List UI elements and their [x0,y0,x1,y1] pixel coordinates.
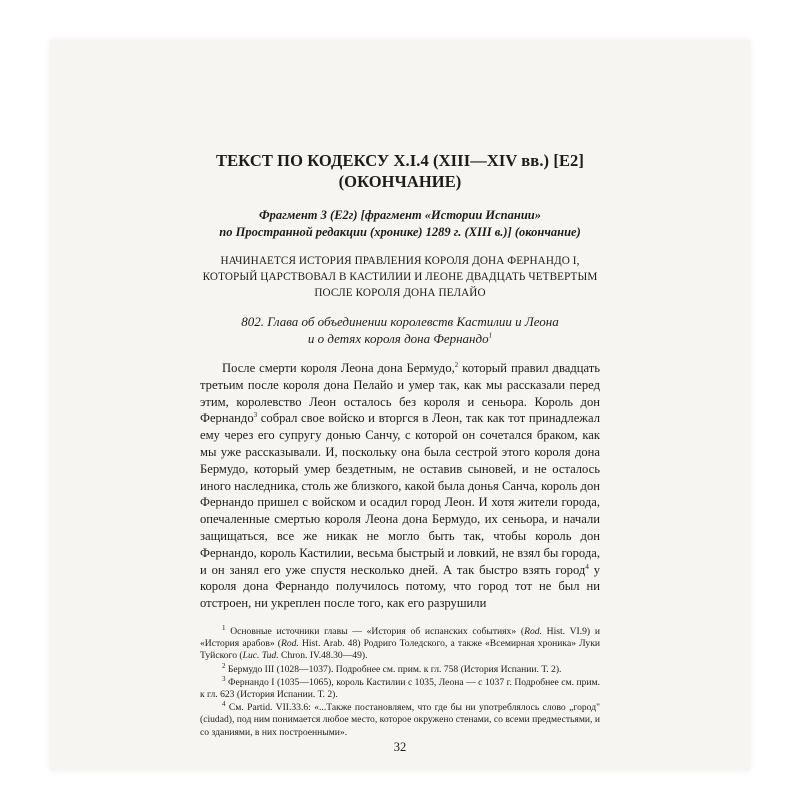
footnote-1-text-e: Hist. Arab. 48) Родриго Толедского, а также «Всемирная хроника» Луки Туйского ( [200,638,600,662]
title-line-2: (ОКОНЧАНИЕ) [338,172,462,191]
footnote-1-number: 1 [222,623,226,632]
footnote-3-text: Фернандо I (1035—1065), король Кастилии с 1035, Леона — с 1037 г. Подробнее см. прим. к гл. 623 (История Испании. Т. 2). [200,676,600,700]
footnote-3-number: 3 [222,674,226,683]
chapter-line-2: и о детях короля дона Фернандо [307,331,489,346]
footnotes [200,623,600,739]
footnote-1-author-rod: Rod. [524,625,542,637]
page-number: 32 [393,740,407,754]
heading-line-2: КОТОРЫЙ ЦАРСТВОВАЛ В КАСТИЛИИ И ЛЕОНЕ ДВАДЦАТЬ ЧЕТВЕРТЫМ [202,271,598,283]
title-line-1: ТЕКСТ ПО КОДЕКСУ X.I.4 (XIII—XIV вв.) [E2] [215,151,585,170]
footnote-4-number: 4 [222,699,226,708]
footnote-1-text-c: Hist. VI.9) и «История арабов» ( [200,625,600,650]
fragment-line-2: по Пространной редакции (хронике) 1289 г. (XIII в.)] (окончание) [219,225,581,239]
footnote-ref-4: 4 [585,562,589,571]
footnote-1-author-rod-2: Rod. [280,638,299,650]
heading-line-1: НАЧИНАЕТСЯ ИСТОРИЯ ПРАВЛЕНИЯ КОРОЛЯ ДОНА ФЕРНАНДО I, [220,255,580,267]
footnote-1 [200,623,600,663]
footnote-1-author-luc: Luc. Tud. [242,650,279,662]
fragment-line-1: Фрагмент 3 (E2г) [фрагмент «Истории Испании» [259,208,541,222]
reign-heading [200,253,600,301]
footnote-1-text-g: Chron. IV.48.30—49). [278,650,368,662]
footnote-4-text: См. Partid. VII.33.6: «...Также постановляем, что где бы ни употреблялось слово „город" (ciudad), под ним понимается любое место, которое окружено стенами, со всеми предместьями, и со зданиями, в них построенными». [200,702,600,738]
chapter-line-1: 802. Глава об объединении королевств Кастилии и Леона [241,314,559,329]
page-content [200,150,600,740]
footnote-2-number: 2 [222,661,226,670]
section-title [200,150,600,192]
footnote-2 [200,661,600,676]
body-part-2: который правил двадцать третьим после короля дона Пелайо и умер так, как мы рассказали перед этим, королевство Леон осталось без короля и сеньора. Король дон Фернандо [200,361,600,426]
footnote-ref-1: 1 [488,331,493,340]
footnote-ref-2: 2 [454,360,459,369]
heading-line-3: ПОСЛЕ КОРОЛЯ ДОНА ПЕЛАЙО [314,287,486,299]
body-part-4: у короля дона Фернандо получилось потому, что город тот не был ни отстроен, ни укреплен после того, как его разрушили [200,562,600,611]
body-part-1: После смерти короля Леона дона Бермудо, [222,361,455,375]
body-paragraph [200,360,600,612]
footnote-ref-3: 3 [253,411,258,420]
footnote-3 [200,674,600,701]
fragment-subtitle [200,207,600,241]
footnote-1-text-a: Основные источники главы — «История об испанских событиях» ( [225,625,525,637]
footnote-2-text: Бермудо III (1028—1037). Подробнее см. прим. к гл. 758 (История Испании. Т. 2). [225,663,562,675]
chapter-heading [200,313,600,347]
footnote-4 [200,699,600,739]
body-part-3: собрал свое войско и вторгся в Леон, так как тот принадлежал ему через его супругу донью Санчу, с которой он сочетался браком, как мы уже рассказывали. И, поскольку она была сестрой этого короля дона Бермудо, который умер бездетным, не оставив сыновей, и не осталось иного наследника, столь же близкого, какой была донья Санча, король дон Фернандо пришел с войском и осадил город Леон. И хотя жители города, опечаленные смертью короля Леона дона Бермудо, их сеньора, и начали защищаться, все же никак не могло быть так, чтобы король дон Фернандо, король Кастилии, весьма быстрый и ловкий, не взял бы города, и он занял его уже спустя несколько дней. А так быстро взять город [200,411,600,577]
